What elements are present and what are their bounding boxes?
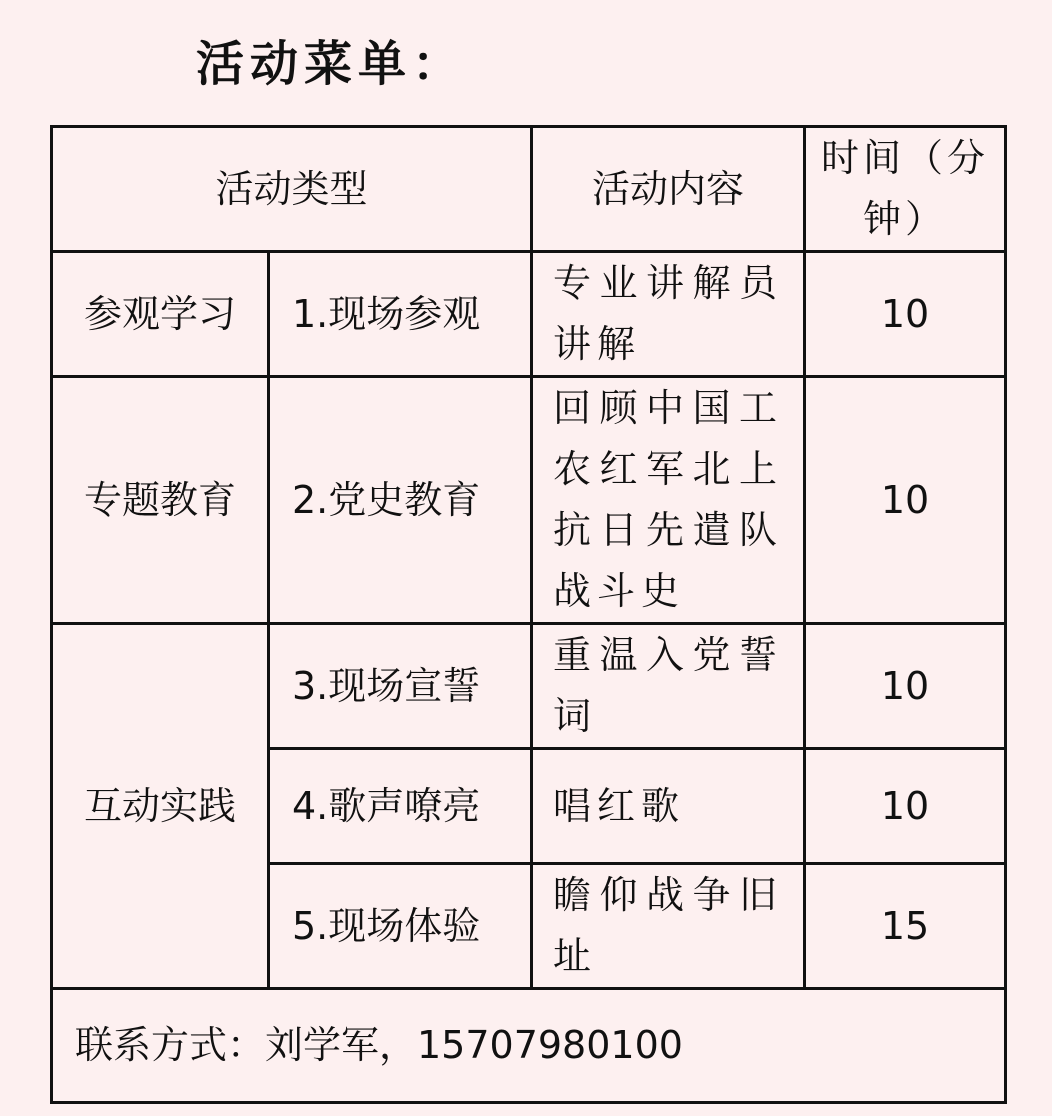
activity-content-cell <box>532 252 805 377</box>
activity-content-text: 唱红歌 <box>553 783 686 828</box>
activity-content-text: 瞻仰战争旧址 <box>553 873 784 978</box>
activity-content-text: 回顾中国工农红军北上抗日先遣队战斗史 <box>553 386 784 613</box>
activity-name-cell: 4.歌声嘹亮 <box>269 749 532 864</box>
contact-row <box>52 989 1006 1103</box>
activity-content-text: 重温入党誓词 <box>553 633 784 738</box>
activity-content-cell <box>532 377 805 624</box>
page-title: 活动菜单： <box>196 36 467 92</box>
activity-time-cell: 10 <box>805 252 1006 377</box>
category-cell: 互动实践 <box>52 624 269 989</box>
activity-name-cell: 2.党史教育 <box>269 377 532 624</box>
activity-content-cell <box>532 749 805 864</box>
header-time-minutes: 时间（分钟） <box>805 127 1006 252</box>
activity-content-text: 专业讲解员讲解 <box>553 261 784 366</box>
activity-time-cell: 15 <box>805 864 1006 989</box>
category-cell: 参观学习 <box>52 252 269 377</box>
activity-time-cell: 10 <box>805 624 1006 749</box>
header-activity-content: 活动内容 <box>532 127 805 252</box>
activity-time-cell: 10 <box>805 749 1006 864</box>
activity-menu-table <box>50 125 1007 1104</box>
activity-content-cell <box>532 624 805 749</box>
activity-name-cell: 5.现场体验 <box>269 864 532 989</box>
header-activity-type: 活动类型 <box>52 127 532 252</box>
table-row <box>52 252 1006 377</box>
activity-name-cell: 3.现场宣誓 <box>269 624 532 749</box>
activity-time-cell: 10 <box>805 377 1006 624</box>
activity-content-cell <box>532 864 805 989</box>
table-row <box>52 624 1006 749</box>
contact-info: 联系方式：刘学军，15707980100 <box>52 989 1006 1103</box>
table-header-row <box>52 127 1006 252</box>
activity-name-cell: 1.现场参观 <box>269 252 532 377</box>
table-row <box>52 377 1006 624</box>
category-cell: 专题教育 <box>52 377 269 624</box>
